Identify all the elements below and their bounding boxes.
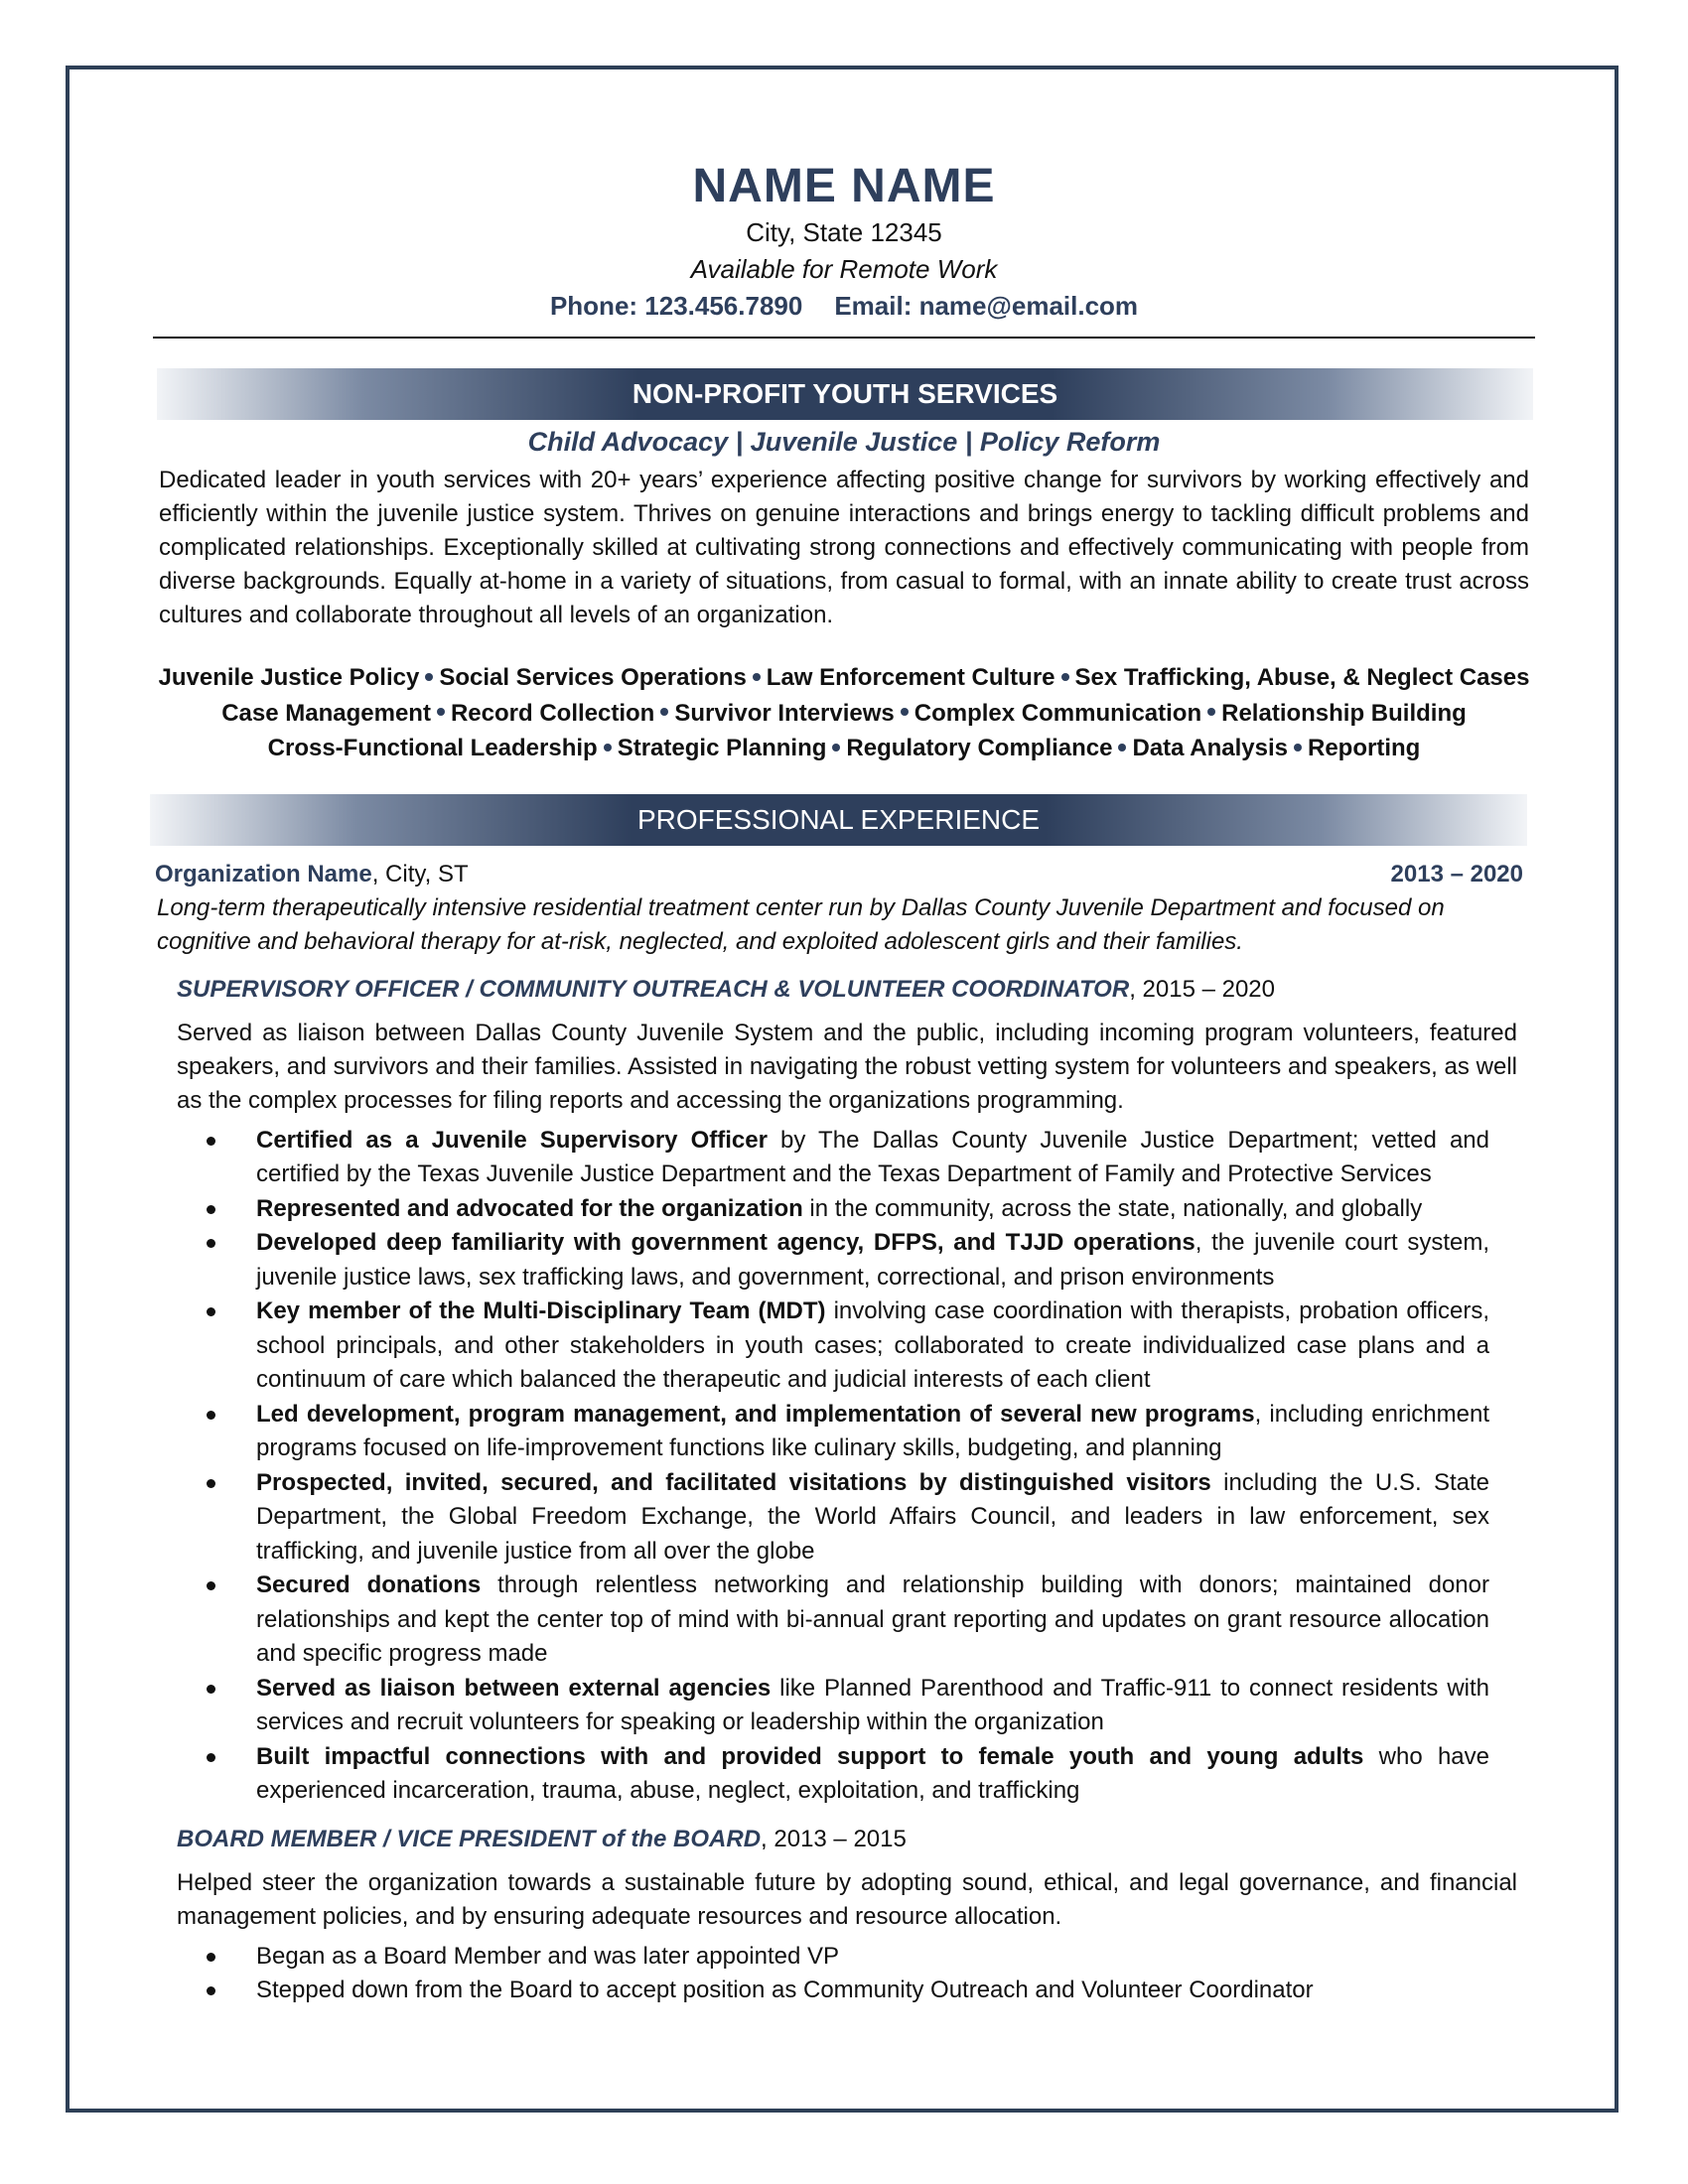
bullet-text: by The Dallas County Juvenile Justice Department; vetted and certified by the Texas Juvenile Justice Department and the Texas Department of Family and Protective Services [256, 1126, 1490, 1187]
skill: Survivor Interviews [674, 699, 895, 727]
bullet-bold: Certified as a Juvenile Supervisory Officer [256, 1126, 768, 1154]
role-dates: , 2013 – 2015 [761, 1825, 907, 1852]
skill: Complex Communication [914, 699, 1202, 727]
skill-line [155, 660, 1533, 696]
skill: Law Enforcement Culture [766, 664, 1055, 691]
role-heading [177, 973, 1533, 1007]
list-item [256, 1398, 1489, 1466]
dot-separator [1207, 708, 1215, 716]
list-item [256, 1226, 1489, 1295]
dot-separator [604, 744, 612, 751]
organization [155, 858, 469, 891]
bullet-bold: Led development, program management, and implementation of several new programs [256, 1400, 1255, 1428]
list-item [256, 1974, 1489, 2008]
role-description: Served as liaison between Dallas County Juvenile System and the public, including incoming program volunteers, featured speakers, and survivors and their families. Assisted in navigating the robust vetting system for volunteers and speakers, as well as the complex processes for filing reports and accessing the organizations programming. [177, 1019, 1517, 1114]
bullet-bold: Prospected, invited, secured, and facilitated visitations by distinguished visitors [256, 1468, 1211, 1496]
bullet-text: , the juvenile court system, juvenile justice laws, sex trafficking laws, and government, correctional, and prison environments [256, 1229, 1490, 1291]
achievement-list [155, 1124, 1489, 1809]
phone: Phone: 123.456.7890 [549, 291, 803, 321]
list-item [256, 1672, 1489, 1740]
bullet-text: in the community, across the state, nationally, and globally [802, 1194, 1423, 1222]
skill: Relationship Building [1221, 699, 1467, 727]
role-description: Helped steer the organization towards a sustainable future by adopting sound, ethical, and legal governance, and financial management policies, and by ensuring adequate resources and resource allocation. [177, 1868, 1517, 1930]
bullet-bold: Developed deep familiarity with government agency, DFPS, and TJJD operations [256, 1229, 1196, 1256]
skill: Strategic Planning [617, 735, 827, 761]
list-item [256, 1295, 1489, 1398]
skill-line [155, 731, 1533, 766]
dot-separator [832, 744, 840, 751]
list-item [256, 1466, 1489, 1570]
organization-name: Organization Name [155, 860, 372, 887]
summary-banner: NON-PROFIT YOUTH SERVICES [157, 368, 1533, 420]
availability: Available for Remote Work [690, 254, 998, 284]
dot-separator [1118, 744, 1126, 751]
bullet-bold: Represented and advocated for the organization [256, 1194, 803, 1222]
skill: Reporting [1308, 735, 1421, 761]
skill: Social Services Operations [439, 664, 747, 691]
dot-separator [660, 708, 668, 716]
bullet-bold: Secured donations [256, 1571, 482, 1598]
dot-separator [1061, 673, 1069, 681]
organization-dates: 2013 – 2020 [1390, 860, 1523, 887]
list-item [256, 1192, 1489, 1227]
skill-line [155, 696, 1533, 732]
organization-description: Long-term therapeutically intensive residential treatment center run by Dallas County Juvenile Department and focused on cognitive and behavioral therapy for at-risk, neglected, and exploited adolescent girls and their families. [157, 893, 1445, 955]
dot-separator [437, 708, 445, 716]
role-heading [177, 1823, 1533, 1856]
bullet-text: Began as a Board Member and was later appointed VP [256, 1942, 840, 1970]
organization-location: , City, ST [371, 860, 469, 887]
bullet-text: involving case coordination with therapists, probation officers, school principals, and other stakeholders in youth cases; collaborated to create individualized case plans and a continuum of care which balanced the therapeutic and judicial interests of each client [256, 1297, 1489, 1393]
list-item [256, 1940, 1489, 1975]
resume-document [155, 159, 1533, 2008]
role-title: BOARD MEMBER / VICE PRESIDENT of the BOARD [177, 1825, 762, 1852]
bullet-text: like Planned Parenthood and Traffic-911 to connect residents with services and recruit volunteers for speaking or leadership within the organization [256, 1674, 1490, 1735]
experience-banner: PROFESSIONAL EXPERIENCE [150, 794, 1527, 846]
skill: Sex Trafficking, Abuse, & Neglect Cases [1074, 664, 1530, 691]
bullet-bold: Built impactful connections with and provided support to female youth and young adults [256, 1742, 1364, 1770]
dot-separator [901, 708, 909, 716]
email: Email: name@email.com [834, 291, 1139, 321]
role-title: SUPERVISORY OFFICER / COMMUNITY OUTREACH & VOLUNTEER COORDINATOR [177, 975, 1130, 1003]
skill: Cross-Functional Leadership [267, 735, 598, 761]
achievement-list [155, 1940, 1489, 2008]
list-item [256, 1740, 1489, 1809]
list-item [256, 1124, 1489, 1192]
bullet-text: Stepped down from the Board to accept position as Community Outreach and Volunteer Coordinator [256, 1977, 1314, 2003]
role-dates: , 2015 – 2020 [1129, 975, 1275, 1003]
summary-paragraph: Dedicated leader in youth services with 20+ years’ experience affecting positive change for survivors by working effectively and efficiently within the juvenile justice system. Thrives on genuine interactions and brings energy to tackling difficult problems and complicated relationships. Exceptionally skilled at cultivating strong connections and effectively communicating with people from diverse backgrounds. Equally at-home in a variety of situations, from casual to formal, with an innate ability to create trust across cultures and collaborate throughout all levels of an organization. [159, 467, 1529, 628]
organization-row [155, 858, 1533, 891]
list-item [256, 1569, 1489, 1672]
candidate-name: NAME NAME [692, 160, 996, 212]
bullet-text: , including enrichment programs focused on life-improvement functions like culinary skills, budgeting, and planning [256, 1400, 1489, 1461]
bullet-text: including the U.S. State Department, the Global Freedom Exchange, the World Affairs Council, and leaders in law enforcement, sex trafficking, and juvenile justice from all over the globe [256, 1468, 1490, 1565]
skill: Case Management [221, 699, 431, 727]
dot-separator [1294, 744, 1302, 751]
bullet-bold: Key member of the Multi-Disciplinary Team (MDT) [256, 1297, 826, 1324]
skill: Data Analysis [1132, 735, 1288, 761]
skill: Regulatory Compliance [846, 735, 1113, 761]
skill: Juvenile Justice Policy [158, 664, 420, 691]
dot-separator [425, 673, 433, 681]
skill: Record Collection [450, 699, 655, 727]
bullet-text: through relentless networking and relationship building with donors; maintained donor relationships and kept the center top of mind with bi-annual grant reporting and updates on grant resource allocation and specific progress made [256, 1571, 1489, 1667]
dot-separator [753, 673, 761, 681]
location: City, State 12345 [746, 217, 942, 247]
header-divider [153, 337, 1535, 339]
skills-block [155, 660, 1533, 766]
contact-line [155, 288, 1533, 325]
bullet-text: who have experienced incarceration, trauma, abuse, neglect, exploitation, and trafficking [256, 1742, 1490, 1804]
tagline: Child Advocacy | Juvenile Justice | Policy Reform [527, 427, 1161, 457]
bullet-bold: Served as liaison between external agencies [256, 1674, 772, 1702]
